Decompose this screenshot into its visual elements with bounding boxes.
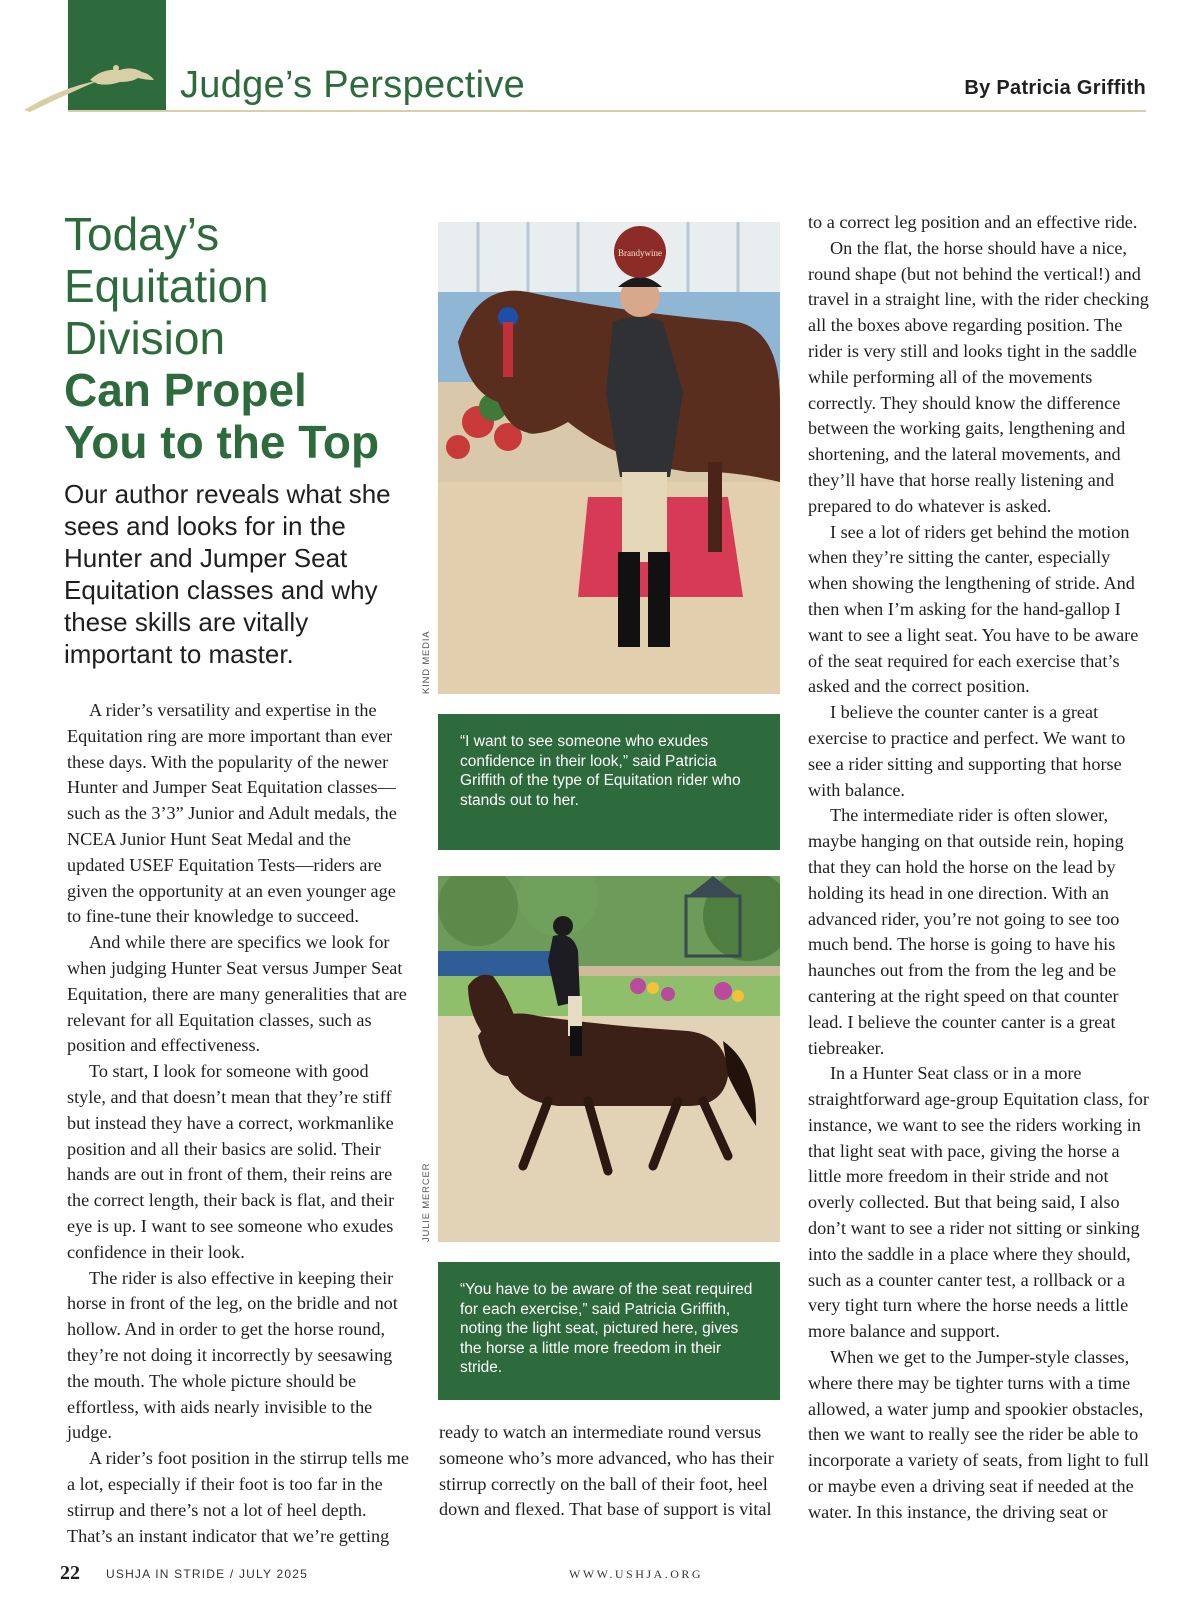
- headline-line: Today’s: [64, 208, 220, 260]
- horse-jumping-logo-icon: [20, 58, 160, 118]
- body-paragraph: And while there are specifics we look for when judging Hunter Seat versus Jumper Seat Equitation, there are many generalities that are relevant for all Equitation classes, such as position and effectiveness.: [67, 932, 407, 1056]
- header-rule: [68, 110, 1146, 112]
- byline: By Patricia Griffith: [964, 77, 1146, 99]
- page-number: 22: [60, 1562, 80, 1584]
- article-deck: Our author reveals what she sees and looks for in the Hunter and Jumper Seat Equitation classes and why these skills are vitally important to master.: [64, 479, 391, 669]
- body-paragraph: The intermediate rider is often slower, maybe hanging on that outside rein, hoping that they can hold the horse on the lead by holding its head in one direction. With an advanced rider, you’re not going to see too much bend. The horse is going to have his haunches out from the from the leg and be cantering at the right speed on that counter lead. I believe the counter canter is a great tiebreaker.: [808, 805, 1124, 1058]
- body-column-3: [808, 210, 1153, 1526]
- photo-caption: “You have to be aware of the seat required for each exercise,” said Patricia Griffith, noting the light seat, pictured here, gives the horse a little more freedom in their stride.: [438, 1262, 780, 1400]
- headline-line: Can Propel: [64, 364, 307, 416]
- body-paragraph: I believe the counter canter is a great exercise to practice and perfect. We want to see a rider sitting and supporting that horse with balance.: [808, 702, 1126, 800]
- body-paragraph: The rider is also effective in keeping their horse in front of the leg, on the bridle and not hollow. And in order to get the horse round, they’re not doing it incorrectly by seesawing the mouth. The whole picture should be effortless, with aids nearly invisible to the judge.: [67, 1267, 398, 1443]
- body-paragraph: A rider’s foot position in the stirrup tells me a lot, especially if their foot is too far in the stirrup and there’s not a lot of heel depth. That’s an instant indicator that we’re getting: [67, 1448, 409, 1546]
- body-paragraph: To start, I look for someone with good style, and that doesn’t mean that they’re stiff but instead they have a correct, workmanlike position and all their basics are solid. Their hands are out in front of them, their reins are the correct length, their back is flat, and their eye is up. I want to see someone who exudes confidence in their look.: [67, 1061, 395, 1262]
- headline-line: You to the Top: [64, 416, 380, 468]
- body-column-1: [67, 698, 409, 1549]
- body-paragraph: I see a lot of riders get behind the motion when they’re sitting the canter, especially when showing the lengthening of stride. And then when I’m asking for the hand-gallop I want to see a light seat. You have to be aware of the seat required for each exercise that’s asked and the correct position.: [808, 521, 1139, 697]
- website-url[interactable]: WWW.USHJA.ORG: [569, 1567, 704, 1581]
- article-headline: [64, 208, 404, 468]
- photo-credit: JULIE MERCER: [421, 1162, 432, 1242]
- body-paragraph: ready to watch an intermediate round versus someone who’s more advanced, who has their stirrup correctly on the ball of their foot, heel down and flexed. That base of support is vital: [439, 1422, 774, 1520]
- photo-caption: “I want to see someone who exudes confidence in their look,” said Patricia Griffith of the type of Equitation rider who stands out to her.: [438, 714, 780, 850]
- headline-line: Equitation: [64, 260, 269, 312]
- photo-rider-with-horse: [438, 222, 780, 694]
- section-label: Judge’s Perspective: [180, 64, 526, 106]
- body-paragraph: On the flat, the horse should have a nice, round shape (but not behind the vertical!) and travel in a straight line, with the rider checking all the boxes above regarding position. The rider is very still and looks tight in the saddle while performing all of the movements correctly. They should know the difference between the working gaits, lengthening and shortening, and the lateral movements, and they’ll have that horse really listening and prepared to do whatever is asked.: [808, 237, 1149, 516]
- body-paragraph: When we get to the Jumper-style classes, where there may be tighter turns with a time allowed, a water jump and spookier obstacles, then we want to really see the rider be able to incorporate a variety of seats, from light to full or maybe even a driving seat if needed at the water. In this instance, the driving seat or: [808, 1347, 1149, 1522]
- photo-sign-text: Brandywine: [618, 248, 662, 258]
- body-paragraph: to a correct leg position and an effective ride.: [808, 212, 1138, 232]
- body-paragraph: A rider’s versatility and expertise in the Equitation ring are more important than ever these days. With the popularity of the newer Hunter and Jumper Seat Equitation classes—such as the 3’3” Junior and Adult medals, the NCEA Junior Hunt Seat Medal and the updated USEF Equitation Tests—riders are given the opportunity at an even younger age to fine-tune their knowledge to succeed.: [67, 700, 397, 927]
- publication-name: USHJA IN STRIDE / JULY 2025: [106, 1567, 309, 1581]
- headline-line: Division: [64, 312, 226, 364]
- photo-rider-cantering: [438, 876, 780, 1242]
- body-paragraph: In a Hunter Seat class or in a more straightforward age-group Equitation class, for instance, we want to see the riders working in that light seat with pace, giving the horse a little more freedom in their stride and not overly collected. But that being said, I also don’t want to see a rider not sitting or sinking into the saddle in a place where they should, such as a counter canter test, a rollback or a very tight turn where the horse needs a little more balance and support.: [808, 1063, 1149, 1342]
- body-column-2: [439, 1420, 781, 1523]
- photo-credit: KIND MEDIA: [421, 630, 432, 694]
